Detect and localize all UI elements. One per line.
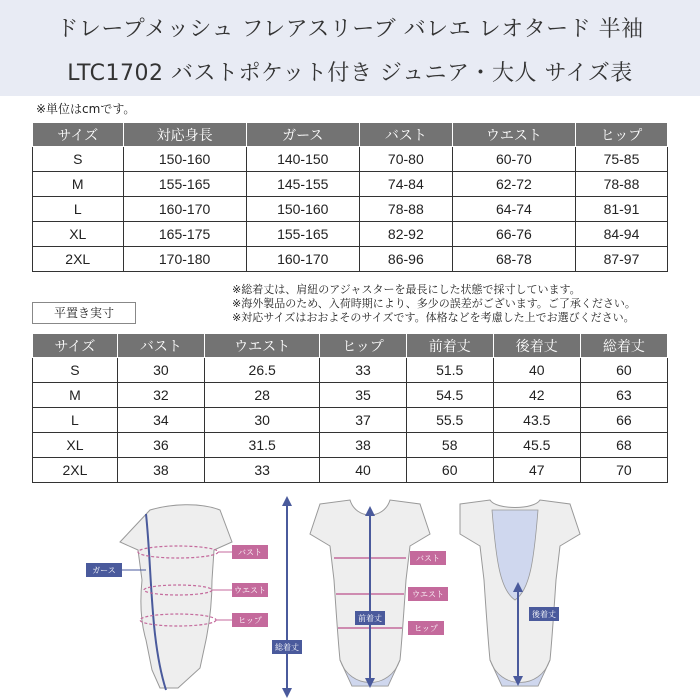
value-cell: 37 [320,408,406,433]
value-cell: 60-70 [452,147,575,172]
value-cell: 60 [406,458,493,483]
size-cell: L [33,197,124,222]
size-cell: 2XL [33,247,124,272]
table-row [33,222,668,247]
value-cell: 33 [204,458,319,483]
value-cell: 26.5 [204,358,319,383]
column-header: バスト [359,123,452,147]
column-header: バスト [117,334,204,358]
value-cell: 145-155 [246,172,359,197]
value-cell: 78-88 [575,172,667,197]
body-table-header-row [33,123,668,147]
column-header: 後着丈 [493,334,580,358]
body-table-body [33,147,668,272]
value-cell: 170-180 [123,247,246,272]
value-cell: 51.5 [406,358,493,383]
table-row [33,358,668,383]
value-cell: 150-160 [123,147,246,172]
value-cell: 74-84 [359,172,452,197]
size-cell: XL [33,433,118,458]
value-cell: 82-92 [359,222,452,247]
size-cell: M [33,172,124,197]
figure-back-icon [460,500,580,686]
column-header: サイズ [33,334,118,358]
table-row [33,408,668,433]
column-header: ヒップ [575,123,667,147]
body-size-table [32,122,668,272]
value-cell: 165-175 [123,222,246,247]
figure-body-icon [118,505,232,690]
title-line-2: LTC1702 バストポケット付き ジュニア・大人 サイズ表 [67,61,633,86]
flat-table-header-row [33,334,668,358]
value-cell: 70 [580,458,667,483]
label-girth: ガース [92,566,116,575]
value-cell: 64-74 [452,197,575,222]
size-cell: M [33,383,118,408]
value-cell: 160-170 [246,247,359,272]
column-header: ヒップ [320,334,406,358]
notes-block [232,283,692,325]
value-cell: 150-160 [246,197,359,222]
label-back-length: 後着丈 [532,610,556,619]
title-line-1: ドレープメッシュ フレアスリーブ バレエ レオタード 半袖 [56,17,644,42]
note-line: ※海外製品のため、入荷時期により、多少の誤差がございます。ご了承ください。 [232,297,636,310]
note-line: ※対応サイズはおおよそのサイズです。体格などを考慮した上でお選びください。 [232,311,635,324]
unit-note: ※単位はcmです。 [36,102,136,116]
value-cell: 30 [204,408,319,433]
value-cell: 68 [580,433,667,458]
measurement-diagram [0,490,700,700]
flat-table-body [33,358,668,483]
value-cell: 58 [406,433,493,458]
value-cell: 30 [117,358,204,383]
value-cell: 38 [117,458,204,483]
label-bust-2: バスト [416,554,440,563]
value-cell: 86-96 [359,247,452,272]
title-band [0,0,700,96]
value-cell: 40 [493,358,580,383]
flat-measure-label: 平置き実寸 [32,302,136,324]
label-front-length: 前着丈 [358,614,382,623]
table-row [33,147,668,172]
value-cell: 70-80 [359,147,452,172]
table-row [33,383,668,408]
label-waist-1: ウエスト [234,586,266,595]
label-waist-2: ウエスト [412,590,444,599]
column-header: ウエスト [204,334,319,358]
value-cell: 32 [117,383,204,408]
value-cell: 43.5 [493,408,580,433]
size-cell: 2XL [33,458,118,483]
column-header: 総着丈 [580,334,667,358]
value-cell: 75-85 [575,147,667,172]
value-cell: 33 [320,358,406,383]
value-cell: 38 [320,433,406,458]
value-cell: 68-78 [452,247,575,272]
value-cell: 31.5 [204,433,319,458]
value-cell: 81-91 [575,197,667,222]
value-cell: 35 [320,383,406,408]
value-cell: 62-72 [452,172,575,197]
value-cell: 87-97 [575,247,667,272]
label-bust-1: バスト [238,548,262,557]
table-row [33,172,668,197]
value-cell: 34 [117,408,204,433]
value-cell: 28 [204,383,319,408]
size-cell: L [33,408,118,433]
value-cell: 60 [580,358,667,383]
value-cell: 47 [493,458,580,483]
flat-size-table [32,333,668,483]
table-row [33,197,668,222]
table-row [33,433,668,458]
value-cell: 42 [493,383,580,408]
value-cell: 36 [117,433,204,458]
value-cell: 63 [580,383,667,408]
value-cell: 66-76 [452,222,575,247]
column-header: 前着丈 [406,334,493,358]
value-cell: 140-150 [246,147,359,172]
value-cell: 40 [320,458,406,483]
size-cell: S [33,358,118,383]
value-cell: 45.5 [493,433,580,458]
value-cell: 54.5 [406,383,493,408]
size-cell: S [33,147,124,172]
value-cell: 78-88 [359,197,452,222]
column-header: サイズ [33,123,124,147]
note-line: ※総着丈は、肩紐のアジャスターを最長にした状態で採寸しています。 [232,283,581,296]
label-hip-2: ヒップ [414,624,438,633]
table-row [33,458,668,483]
table-row [33,247,668,272]
value-cell: 66 [580,408,667,433]
label-hip-1: ヒップ [238,616,262,625]
value-cell: 160-170 [123,197,246,222]
column-header: ガース [246,123,359,147]
column-header: 対応身長 [123,123,246,147]
value-cell: 155-165 [123,172,246,197]
value-cell: 84-94 [575,222,667,247]
column-header: ウエスト [452,123,575,147]
size-cell: XL [33,222,124,247]
value-cell: 55.5 [406,408,493,433]
label-total-length: 総着丈 [275,643,299,652]
value-cell: 155-165 [246,222,359,247]
